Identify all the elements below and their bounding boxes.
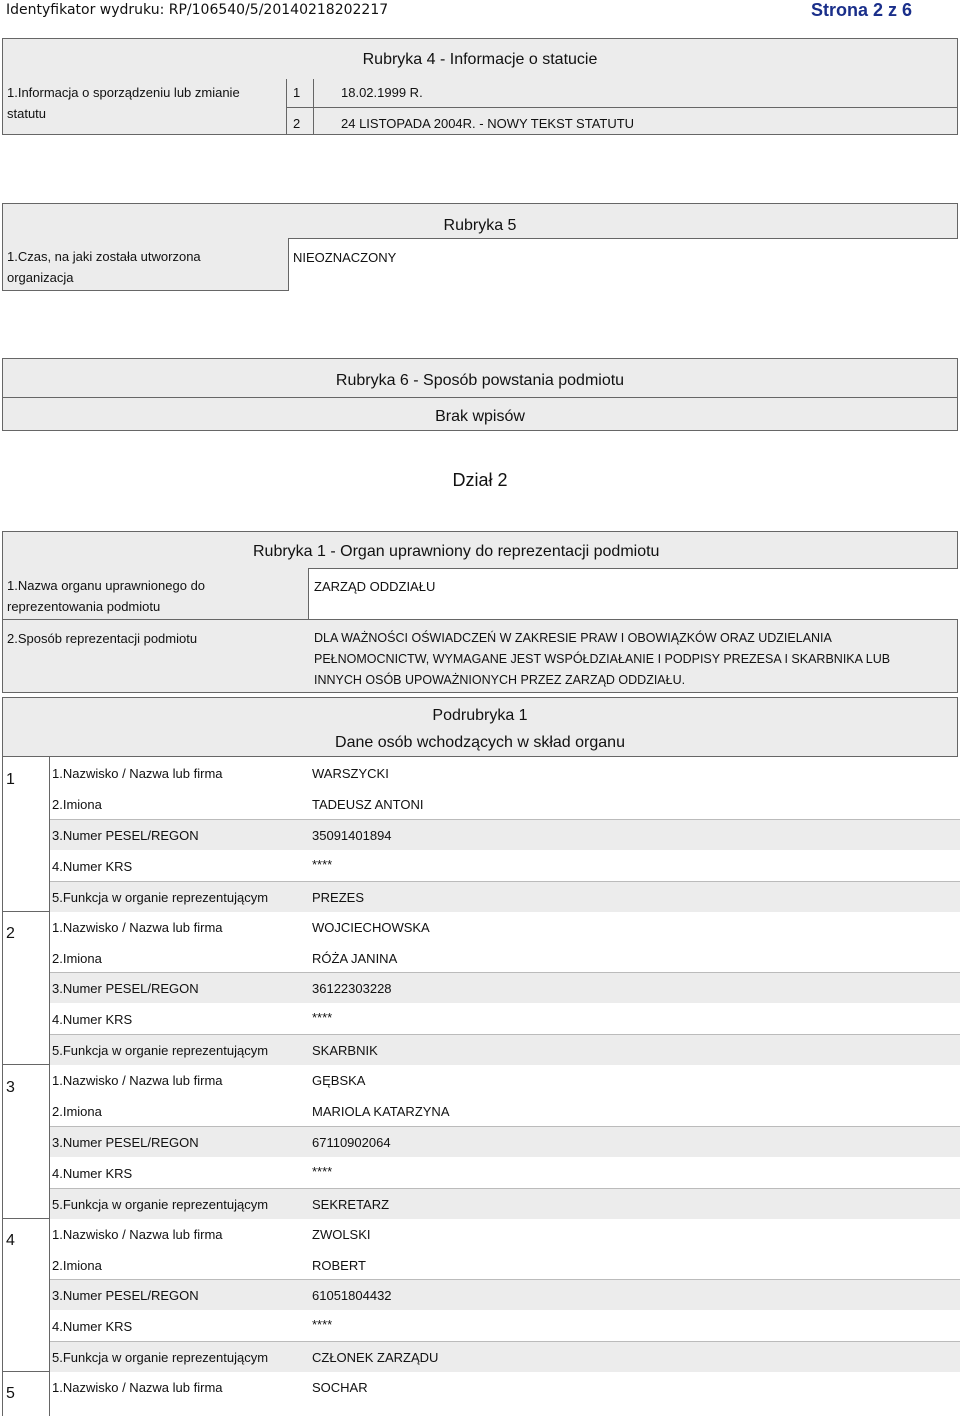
rubryka1-title: Rubryka 1 - Organ uprawniony do reprezentacji podmiotu [253, 543, 660, 560]
rubryka5-value: NIEOZNACZONY [293, 250, 397, 265]
label-nazwisko: 1.Nazwisko / Nazwa lub firma [52, 1073, 223, 1088]
podrubryka-title: Podrubryka 1 [432, 707, 528, 724]
rubryka4-entry-value: 24 LISTOPADA 2004R. - NOWY TEKST STATUTU [341, 116, 635, 131]
label-imiona: 2.Imiona [52, 951, 102, 966]
rubryka1-method-value [314, 628, 890, 691]
person-index: 3 [6, 1079, 15, 1096]
person-funkcja: CZŁONEK ZARZĄDU [312, 1350, 439, 1365]
label-krs: 4.Numer KRS [52, 1012, 133, 1027]
section-heading: Dział 2 [452, 470, 508, 490]
podrubryka-subtitle: Dane osób wchodzących w skład organu [335, 734, 625, 751]
person-funkcja: SEKRETARZ [312, 1197, 390, 1212]
rubryka1-method-label: 2.Sposób reprezentacji podmiotu [7, 631, 198, 646]
rubryka5-label-line2: organizacja [7, 270, 74, 285]
person-funkcja: PREZES [312, 890, 365, 905]
label-pesel: 3.Numer PESEL/REGON [52, 981, 199, 996]
rubryka1-name-label-line1: 1.Nazwa organu uprawnionego do [7, 578, 206, 593]
rubryka6-section [2, 358, 958, 431]
rubryka5-title: Rubryka 5 [443, 217, 517, 234]
person-nazwisko: WOJCIECHOWSKA [312, 920, 430, 935]
rubryka1-name-label-line2: reprezentowania podmiotu [7, 599, 161, 614]
page-number: Strona 2 z 6 [810, 0, 912, 20]
rubryka1-method-line3: INNYCH OSÓB UPOWAŻNIONYCH PRZEZ ZARZĄD ODDZIAŁU. [314, 673, 686, 687]
label-krs: 4.Numer KRS [52, 1166, 133, 1181]
person-pesel: 61051804432 [312, 1288, 392, 1303]
rubryka4-entry-value: 18.02.1999 R. [341, 85, 423, 100]
rubryka4-label-line2: statutu [7, 106, 47, 121]
rubryka4-title: Rubryka 4 - Informacje o statucie [362, 51, 598, 68]
label-nazwisko: 1.Nazwisko / Nazwa lub firma [52, 766, 223, 781]
person-krs: **** [312, 1317, 333, 1332]
rubryka1-name-label [7, 575, 205, 617]
print-identifier: Identyfikator wydruku: RP/106540/5/20140218202217 [6, 2, 389, 18]
rubryka1-section [2, 531, 958, 693]
label-krs: 4.Numer KRS [52, 859, 133, 874]
person-imiona: MARIOLA KATARZYNA [312, 1104, 450, 1119]
label-imiona: 2.Imiona [52, 1258, 102, 1273]
persons-table [0, 757, 960, 1416]
person-krs: **** [312, 1010, 333, 1025]
person-imiona: RÓŻA JANINA [312, 951, 398, 966]
label-krs: 4.Numer KRS [52, 1319, 133, 1334]
label-funkcja: 5.Funkcja w organie reprezentującym [52, 1350, 269, 1365]
rubryka4-label [7, 82, 240, 124]
label-pesel: 3.Numer PESEL/REGON [52, 828, 199, 843]
label-imiona: 2.Imiona [52, 1104, 102, 1119]
rubryka1-method-line1: DLA WAŻNOŚCI OŚWIADCZEŃ W ZAKRESIE PRAW I OBOWIĄZKÓW ORAZ UDZIELANIA [314, 631, 832, 645]
rubryka4-section [2, 38, 958, 135]
rubryka5-section [2, 203, 958, 291]
label-nazwisko: 1.Nazwisko / Nazwa lub firma [52, 920, 223, 935]
person-funkcja: SKARBNIK [312, 1043, 378, 1058]
person-krs: **** [312, 857, 333, 872]
label-pesel: 3.Numer PESEL/REGON [52, 1288, 199, 1303]
person-nazwisko: WARSZYCKI [312, 766, 389, 781]
podrubryka-section [2, 697, 958, 757]
rubryka6-title: Rubryka 6 - Sposób powstania podmiotu [335, 372, 625, 389]
person-nazwisko: SOCHAR [312, 1380, 368, 1395]
label-funkcja: 5.Funkcja w organie reprezentującym [52, 1043, 269, 1058]
label-funkcja: 5.Funkcja w organie reprezentującym [52, 890, 269, 905]
rubryka1-name-value: ZARZĄD ODDZIAŁU [314, 579, 436, 594]
label-nazwisko: 1.Nazwisko / Nazwa lub firma [52, 1227, 223, 1242]
person-pesel: 36122303228 [312, 981, 392, 996]
label-imiona: 2.Imiona [52, 797, 102, 812]
person-nazwisko: GĘBSKA [312, 1073, 366, 1088]
rubryka1-method-line2: PEŁNOMOCNICTW, WYMAGANE JEST WSPÓŁDZIAŁANIE I PODPISY PREZESA I SKARBNIKA LUB [314, 652, 891, 666]
person-nazwisko: ZWOLSKI [312, 1227, 371, 1242]
label-funkcja: 5.Funkcja w organie reprezentującym [52, 1197, 269, 1212]
rubryka4-label-line1: 1.Informacja o sporządzeniu lub zmianie [7, 85, 240, 100]
rubryka4-entry-no: 2 [293, 116, 301, 131]
person-imiona: TADEUSZ ANTONI [312, 797, 424, 812]
person-index: 2 [6, 925, 15, 942]
person-pesel: 67110902064 [312, 1135, 391, 1150]
label-pesel: 3.Numer PESEL/REGON [52, 1135, 199, 1150]
person-krs: **** [312, 1164, 333, 1179]
rubryka6-value: Brak wpisów [435, 408, 525, 425]
person-index: 1 [6, 771, 15, 788]
rubryka5-label-line1: 1.Czas, na jaki została utworzona [7, 249, 201, 264]
person-pesel: 35091401894 [312, 828, 392, 843]
rubryka5-label [7, 246, 201, 288]
rubryka4-entry-no: 1 [293, 85, 301, 100]
person-index: 5 [6, 1385, 15, 1402]
person-imiona: ROBERT [312, 1258, 366, 1273]
person-index: 4 [6, 1232, 15, 1249]
label-nazwisko: 1.Nazwisko / Nazwa lub firma [52, 1380, 223, 1395]
